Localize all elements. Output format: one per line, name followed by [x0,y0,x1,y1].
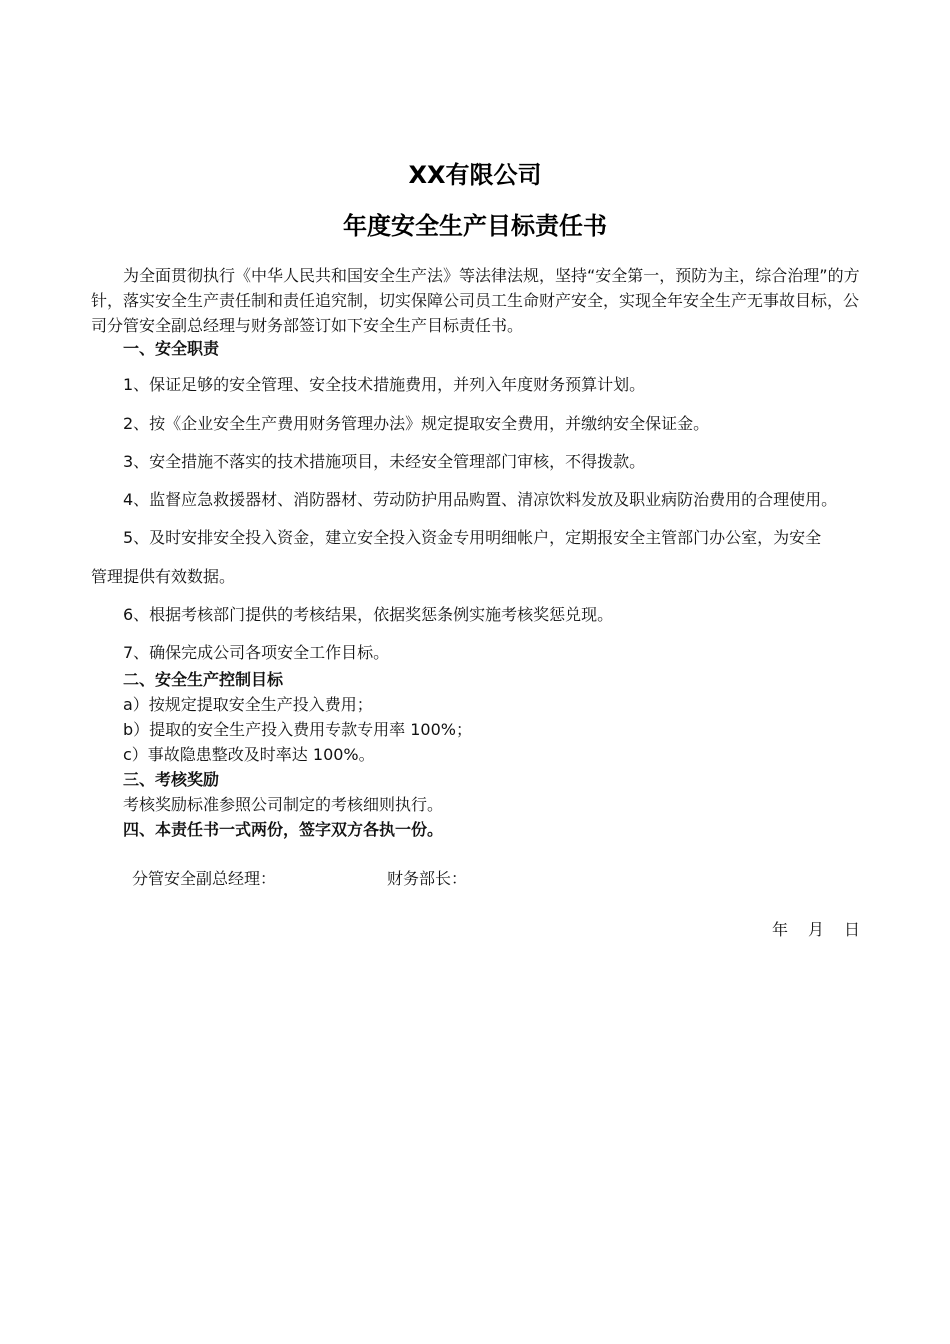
company-title: XX有限公司 [408,161,542,189]
section-heading-control-targets: 二、安全生产控制目标 [123,670,284,689]
duty-item-3: 3、安全措施不落实的技术措施项目，未经安全管理部门审核，不得拨款。 [123,452,646,471]
duty-item-1: 1、保证足够的安全管理、安全技术措施费用，并列入年度财务预算计划。 [123,375,646,394]
date-year: 年 [771,920,788,939]
assessment-text: 考核奖励标准参照公司制定的考核细则执行。 [123,795,444,814]
date-month: 月 [807,920,824,939]
section-heading-copies: 四、本责任书一式两份，签字双方各执一份。 [123,820,444,839]
duty-item-6: 6、根据考核部门提供的考核结果，依据奖惩条例实施考核奖惩兑现。 [123,605,614,624]
section-heading-assessment: 三、考核奖励 [123,770,220,789]
date-day: 日 [843,920,860,939]
document-title: 年度安全生产目标责任书 [343,212,607,240]
signature-deputy-gm: 分管安全副总经理： [132,869,277,888]
duty-item-7: 7、确保完成公司各项安全工作目标。 [123,643,390,662]
target-item-b: b）提取的安全生产投入费用专款专用率 100%； [123,720,472,739]
section-heading-safety-duties: 一、安全职责 [123,339,220,358]
duty-item-5-continued: 管理提供有效数据。 [91,567,236,586]
duty-item-5: 5、及时安排安全投入资金，建立安全投入资金专用明细帐户，定期报安全主管部门办公室，为安全 [123,528,822,547]
target-item-c: c）事故隐患整改及时率达 100%。 [123,745,375,764]
signature-finance-head: 财务部长： [387,869,468,888]
intro-paragraph: 为全面贯彻执行《中华人民共和国安全生产法》等法律法规，坚持“安全第一，预防为主，综合治理”的方针，落实安全生产责任制和责任追究制，切实保障公司员工生命财产安全，实现全年安全生产无事故目标，公司分管安全副总经理与财务部签订如下安全生产目标责任书。 [91,266,860,335]
target-item-a: a）按规定提取安全生产投入费用； [123,695,373,714]
duty-item-4: 4、监督应急救援器材、消防器材、劳动防护用品购置、清凉饮料发放及职业病防治费用的合理使用。 [123,490,838,509]
duty-item-2: 2、按《企业安全生产费用财务管理办法》规定提取安全费用，并缴纳安全保证金。 [123,414,710,433]
date-line [772,919,860,941]
